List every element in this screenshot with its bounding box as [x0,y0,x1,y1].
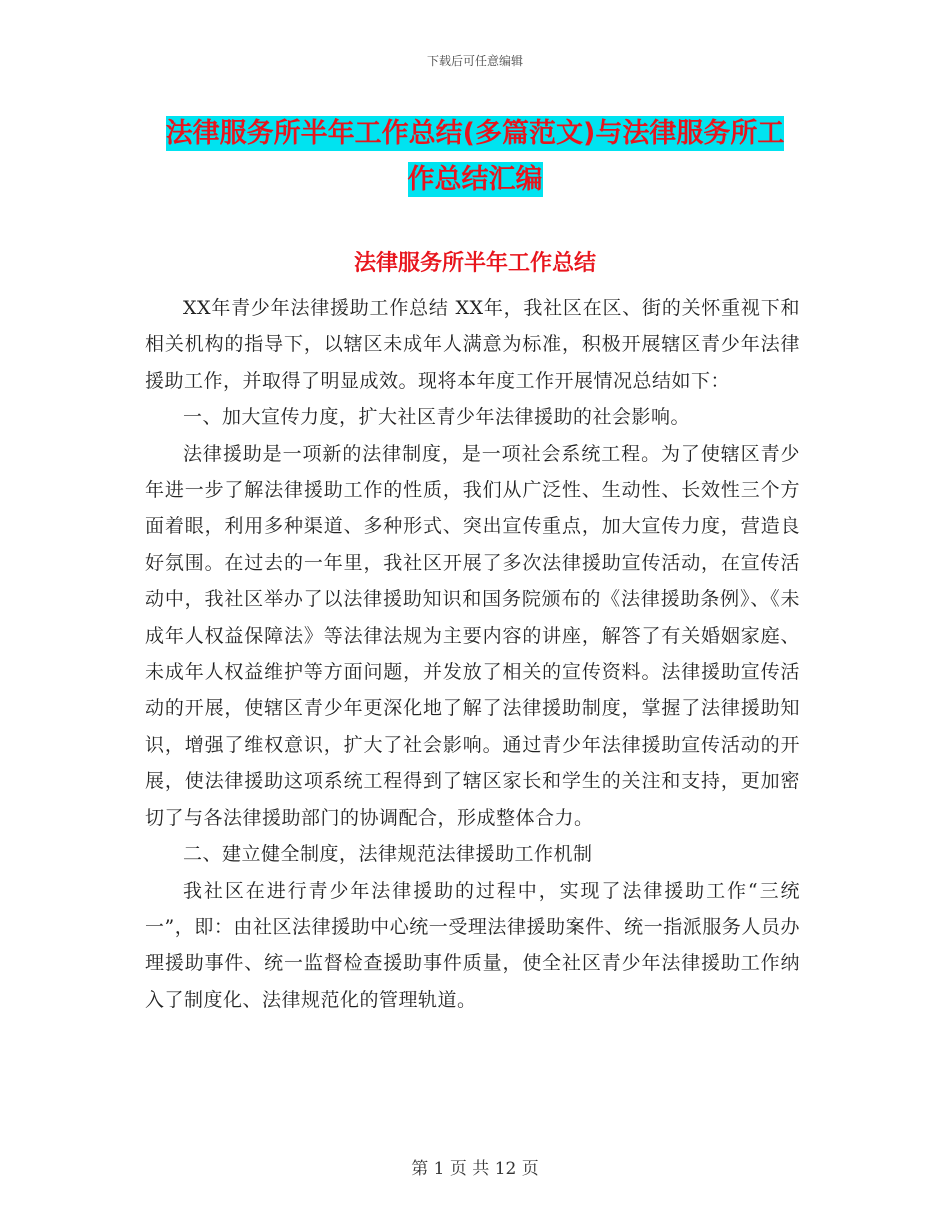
page-number: 第 1 页 共 12 页 [411,1159,539,1179]
section-title: 法律服务所半年工作总结 [353,251,596,276]
document-title [150,111,800,203]
paragraph: XX年青少年法律援助工作总结 XX年，我社区在区、街的关怀重视下和相关机构的指导下，以辖区未成年人满意为标准，积极开展辖区青少年法律援助工作，并取得了明显成效。现将本年度工作开展情况总结如下： [145,297,800,392]
document-body [145,290,800,1018]
paragraph: 法律援助是一项新的法律制度，是一项社会系统工程。为了使辖区青少年进一步了解法律援助工作的性质，我们从广泛性、生动性、长效性三个方面着眼，利用多种渠道、多种形式、突出宣传重点，加大宣传力度，营造良好氛围。在过去的一年里，我社区开展了多次法律援助宣传活动，在宣传活动中，我社区举办了以法律援助知识和国务院颁布的《法律援助条例》、《未成年人权益保障法》等法律法规为主要内容的讲座，解答了有关婚姻家庭、未成年人权益维护等方面问题，并发放了相关的宣传资料。法律援助宣传活动的开展，使辖区青少年更深化地了解了法律援助制度，掌握了法律援助知识，增强了维权意识，扩大了社会影响。通过青少年法律援助宣传活动的开展，使法律援助这项系统工程得到了辖区家长和学生的关注和支持，更加密切了与各法律援助部门的协调配合，形成整体合力。 [145,442,800,829]
paragraph: 我社区在进行青少年法律援助的过程中，实现了法律援助工作“三统一”，即：由社区法律援助中心统一受理法律援助案件、统一指派服务人员办理援助事件、统一监督检查援助事件质量，使全社区青少年法律援助工作纳入了制度化、法律规范化的管理轨道。 [145,879,800,1011]
header-note: 下载后可任意编辑 [426,54,523,68]
title-line-1: 法律服务所半年工作总结(多篇范文)与法律服务所工 [165,118,785,149]
paragraph: 一、加大宣传力度，扩大社区青少年法律援助的社会影响。 [183,406,691,429]
title-line-2: 作总结汇编 [407,164,543,195]
paragraph: 二、建立健全制度，法律规范法律援助工作机制 [183,843,593,866]
